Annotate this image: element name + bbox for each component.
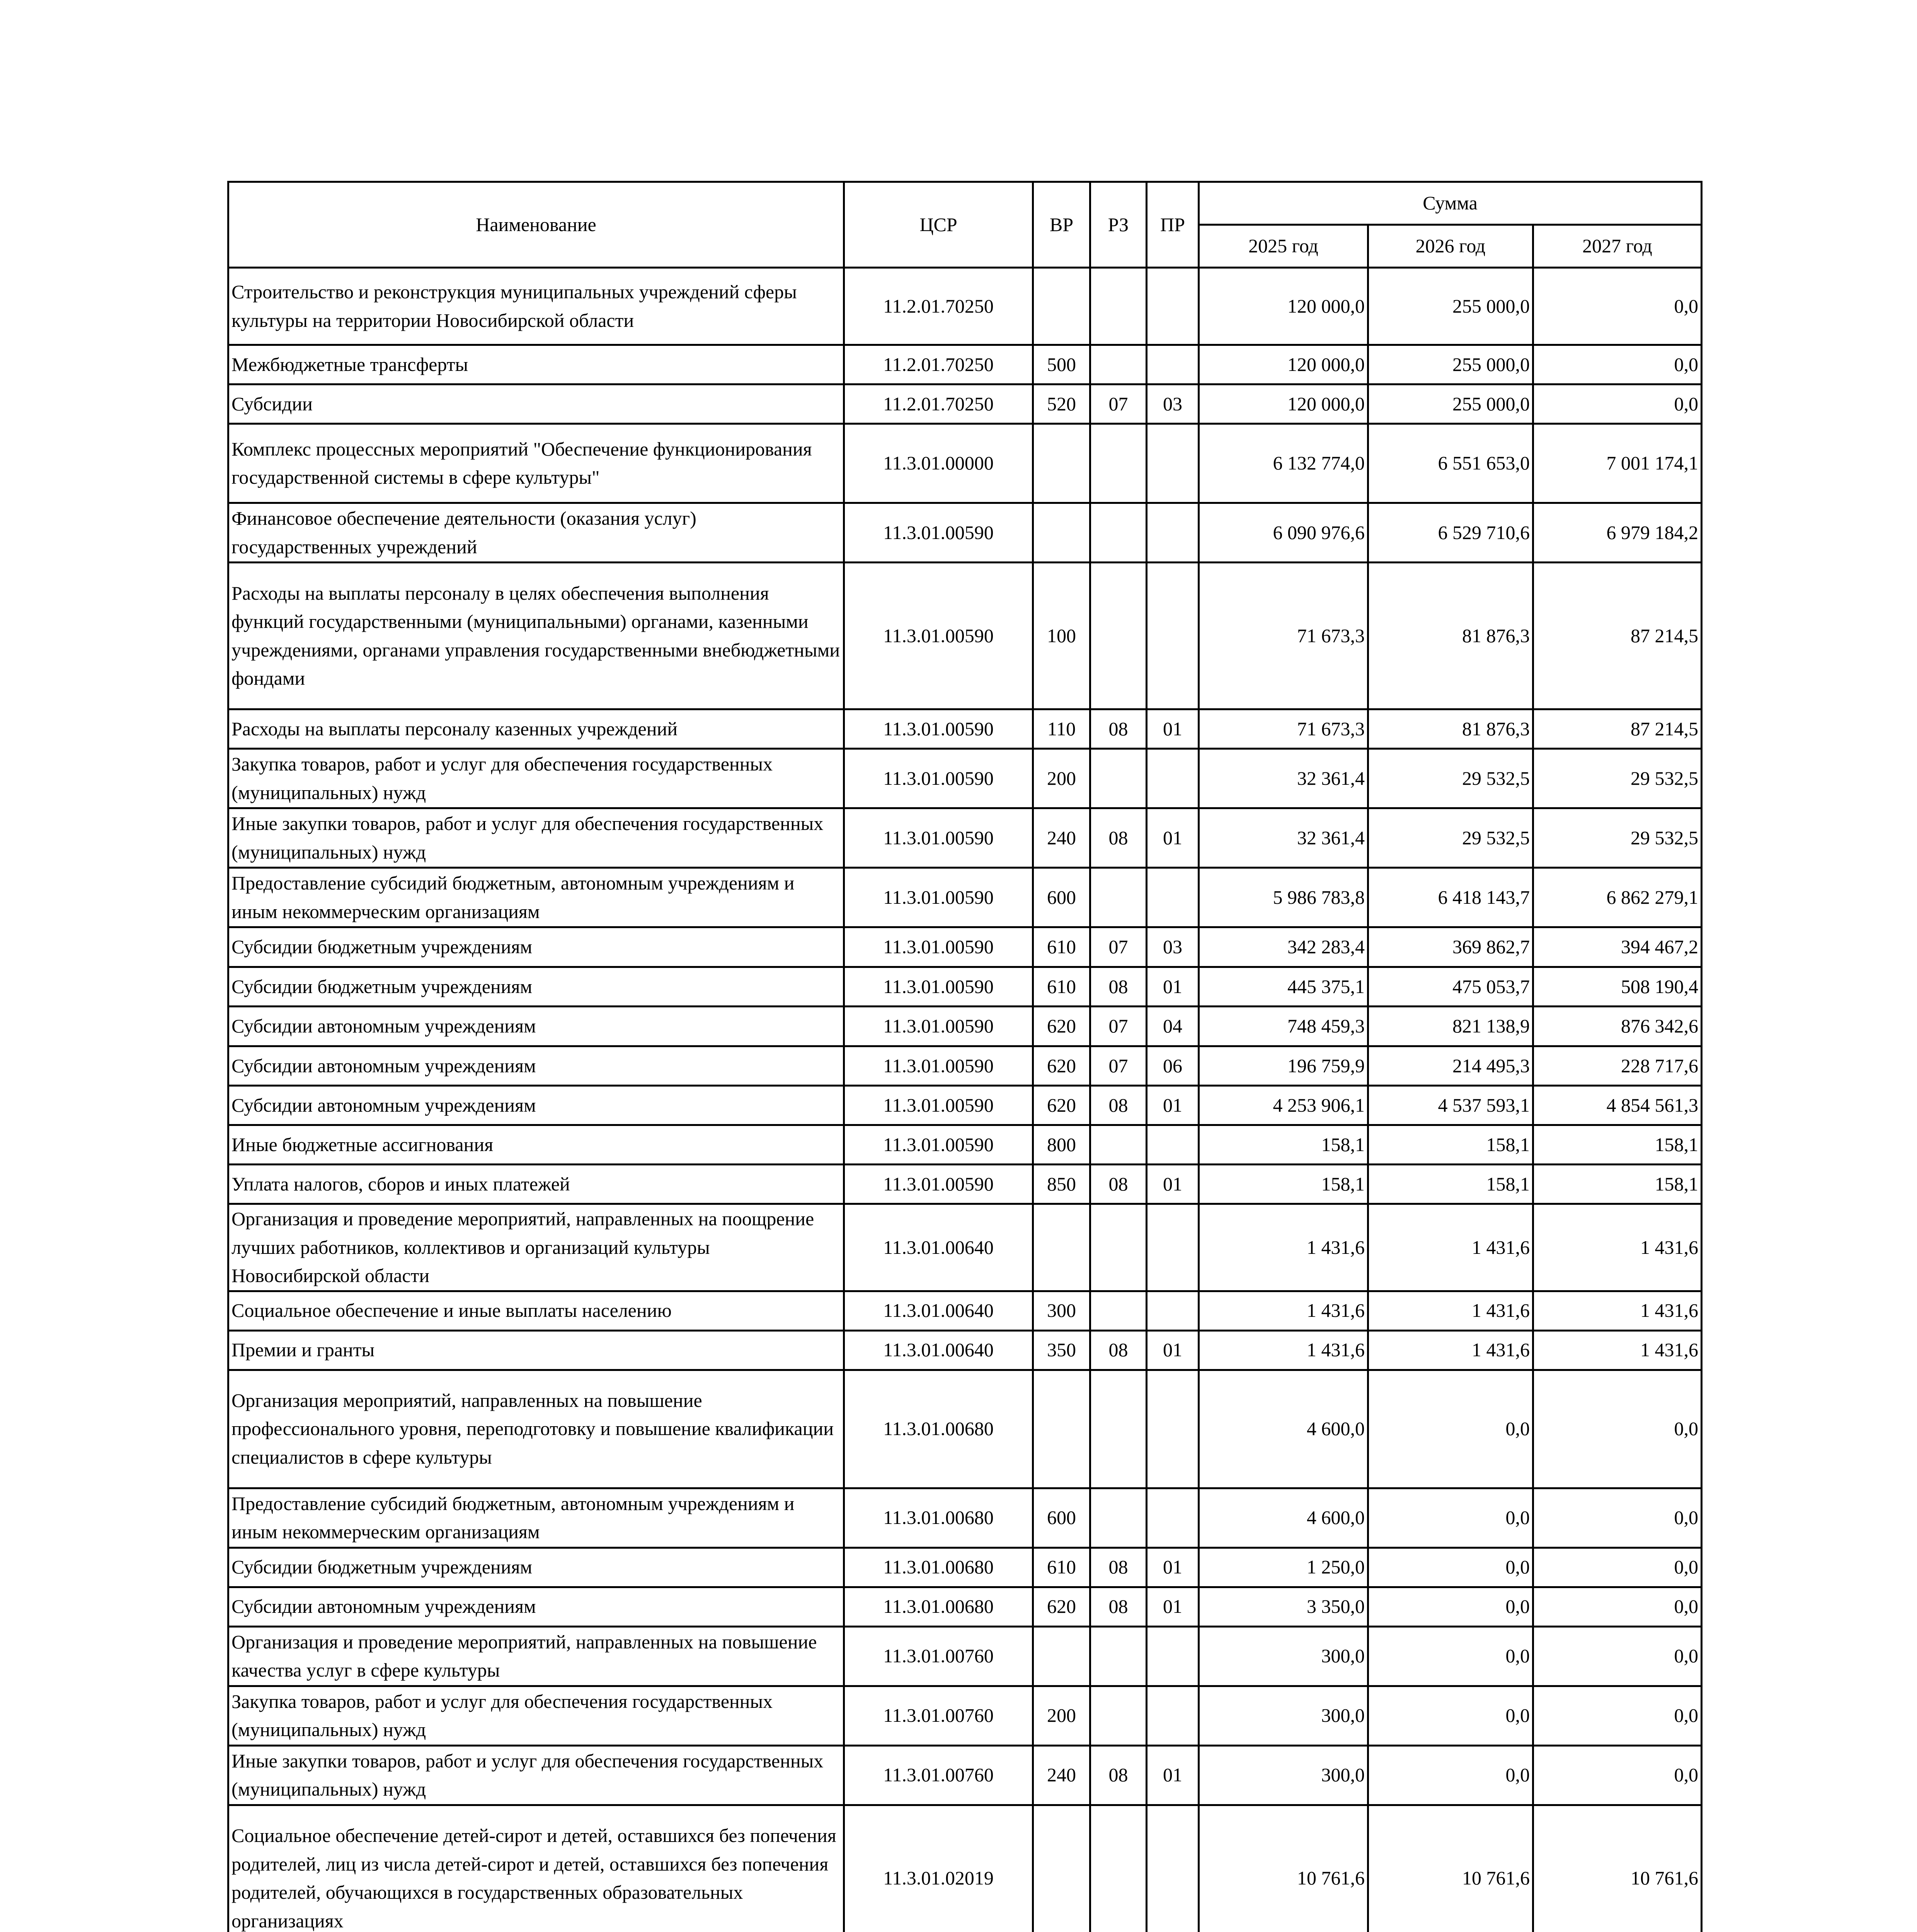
cell-rz xyxy=(1090,1686,1147,1745)
cell-sum-2025: 300,0 xyxy=(1199,1686,1368,1745)
cell-sum-2026: 0,0 xyxy=(1368,1488,1533,1548)
cell-vr xyxy=(1033,1370,1090,1488)
cell-sum-2027: 0,0 xyxy=(1533,1488,1702,1548)
cell-rz xyxy=(1090,1626,1147,1686)
header-pr: ПР xyxy=(1147,182,1199,268)
cell-vr: 350 xyxy=(1033,1330,1090,1370)
cell-name: Иные бюджетные ассигнования xyxy=(228,1125,844,1165)
cell-csr: 11.3.01.00590 xyxy=(844,749,1033,808)
cell-sum-2025: 158,1 xyxy=(1199,1125,1368,1165)
cell-csr: 11.2.01.70250 xyxy=(844,268,1033,345)
cell-sum-2027: 1 431,6 xyxy=(1533,1204,1702,1291)
cell-pr: 01 xyxy=(1147,1548,1199,1587)
cell-name: Субсидии бюджетным учреждениям xyxy=(228,967,844,1007)
cell-rz: 08 xyxy=(1090,1330,1147,1370)
cell-csr: 11.3.01.00590 xyxy=(844,1165,1033,1204)
table-row xyxy=(228,1046,1702,1086)
cell-sum-2027: 1 431,6 xyxy=(1533,1330,1702,1370)
cell-rz: 07 xyxy=(1090,384,1147,424)
cell-sum-2027: 0,0 xyxy=(1533,1626,1702,1686)
table-row xyxy=(228,1488,1702,1548)
cell-csr: 11.3.01.02019 xyxy=(844,1805,1033,1932)
cell-name: Премии и гранты xyxy=(228,1330,844,1370)
table-row xyxy=(228,1805,1702,1932)
cell-csr: 11.3.01.00760 xyxy=(844,1686,1033,1745)
cell-pr: 03 xyxy=(1147,384,1199,424)
cell-sum-2025: 445 375,1 xyxy=(1199,967,1368,1007)
cell-pr: 03 xyxy=(1147,927,1199,967)
cell-rz: 07 xyxy=(1090,1007,1147,1046)
cell-sum-2027: 0,0 xyxy=(1533,1587,1702,1626)
cell-csr: 11.3.01.00590 xyxy=(844,563,1033,709)
cell-sum-2025: 5 986 783,8 xyxy=(1199,868,1368,927)
cell-sum-2025: 71 673,3 xyxy=(1199,709,1368,749)
table-row xyxy=(228,749,1702,808)
cell-pr xyxy=(1147,1626,1199,1686)
cell-sum-2025: 196 759,9 xyxy=(1199,1046,1368,1086)
cell-pr xyxy=(1147,503,1199,563)
cell-sum-2025: 300,0 xyxy=(1199,1626,1368,1686)
cell-pr xyxy=(1147,749,1199,808)
table-row xyxy=(228,1007,1702,1046)
cell-sum-2027: 29 532,5 xyxy=(1533,749,1702,808)
cell-pr: 01 xyxy=(1147,1165,1199,1204)
cell-name: Предоставление субсидий бюджетным, автономным учреждениям и иным некоммерческим организациям xyxy=(228,868,844,927)
cell-vr: 300 xyxy=(1033,1291,1090,1330)
header-sum: Сумма xyxy=(1199,182,1702,225)
cell-rz xyxy=(1090,1204,1147,1291)
cell-pr xyxy=(1147,1488,1199,1548)
cell-sum-2025: 120 000,0 xyxy=(1199,268,1368,345)
cell-rz xyxy=(1090,868,1147,927)
cell-sum-2027: 1 431,6 xyxy=(1533,1291,1702,1330)
cell-name: Расходы на выплаты персоналу в целях обеспечения выполнения функций государственными (муниципальными) органами, казенными учреждениями, органами управления государственными внебюджетными фондами xyxy=(228,563,844,709)
cell-vr: 620 xyxy=(1033,1046,1090,1086)
cell-vr: 620 xyxy=(1033,1587,1090,1626)
cell-vr: 240 xyxy=(1033,1745,1090,1805)
cell-pr xyxy=(1147,345,1199,384)
table-row xyxy=(228,384,1702,424)
cell-pr: 01 xyxy=(1147,967,1199,1007)
cell-sum-2027: 4 854 561,3 xyxy=(1533,1086,1702,1125)
cell-pr xyxy=(1147,868,1199,927)
table-row xyxy=(228,927,1702,967)
table-row xyxy=(228,967,1702,1007)
cell-sum-2025: 4 600,0 xyxy=(1199,1488,1368,1548)
cell-csr: 11.3.01.00640 xyxy=(844,1291,1033,1330)
header-rz: РЗ xyxy=(1090,182,1147,268)
table-row xyxy=(228,345,1702,384)
cell-rz: 08 xyxy=(1090,808,1147,868)
table-row xyxy=(228,1330,1702,1370)
cell-sum-2027: 10 761,6 xyxy=(1533,1805,1702,1932)
cell-pr xyxy=(1147,1291,1199,1330)
cell-sum-2025: 71 673,3 xyxy=(1199,563,1368,709)
cell-pr: 01 xyxy=(1147,1330,1199,1370)
cell-name: Уплата налогов, сборов и иных платежей xyxy=(228,1165,844,1204)
table-row xyxy=(228,1587,1702,1626)
cell-rz xyxy=(1090,1805,1147,1932)
cell-sum-2026: 0,0 xyxy=(1368,1548,1533,1587)
cell-vr: 610 xyxy=(1033,1548,1090,1587)
cell-vr: 610 xyxy=(1033,967,1090,1007)
cell-name: Иные закупки товаров, работ и услуг для обеспечения государственных (муниципальных) нужд xyxy=(228,1745,844,1805)
cell-pr xyxy=(1147,1686,1199,1745)
cell-name: Закупка товаров, работ и услуг для обеспечения государственных (муниципальных) нужд xyxy=(228,1686,844,1745)
cell-pr xyxy=(1147,268,1199,345)
header-year-2026: 2026 год xyxy=(1368,225,1533,268)
cell-rz: 08 xyxy=(1090,709,1147,749)
cell-name: Субсидии xyxy=(228,384,844,424)
cell-vr: 600 xyxy=(1033,1488,1090,1548)
table-row xyxy=(228,503,1702,563)
cell-sum-2026: 1 431,6 xyxy=(1368,1330,1533,1370)
cell-vr: 610 xyxy=(1033,927,1090,967)
cell-rz: 07 xyxy=(1090,1046,1147,1086)
table-row xyxy=(228,1086,1702,1125)
cell-csr: 11.3.01.00680 xyxy=(844,1370,1033,1488)
cell-sum-2026: 0,0 xyxy=(1368,1626,1533,1686)
cell-pr xyxy=(1147,1204,1199,1291)
cell-pr: 06 xyxy=(1147,1046,1199,1086)
cell-csr: 11.3.01.00000 xyxy=(844,424,1033,503)
cell-sum-2026: 821 138,9 xyxy=(1368,1007,1533,1046)
cell-sum-2026: 81 876,3 xyxy=(1368,563,1533,709)
cell-csr: 11.3.01.00590 xyxy=(844,1125,1033,1165)
cell-vr: 600 xyxy=(1033,868,1090,927)
cell-name: Субсидии автономным учреждениям xyxy=(228,1086,844,1125)
table-row xyxy=(228,1291,1702,1330)
cell-sum-2027: 394 467,2 xyxy=(1533,927,1702,967)
cell-sum-2027: 0,0 xyxy=(1533,268,1702,345)
cell-sum-2026: 0,0 xyxy=(1368,1370,1533,1488)
cell-name: Иные закупки товаров, работ и услуг для обеспечения государственных (муниципальных) нужд xyxy=(228,808,844,868)
cell-pr xyxy=(1147,563,1199,709)
cell-vr: 850 xyxy=(1033,1165,1090,1204)
cell-sum-2026: 0,0 xyxy=(1368,1686,1533,1745)
cell-vr xyxy=(1033,1805,1090,1932)
cell-name: Субсидии автономным учреждениям xyxy=(228,1046,844,1086)
cell-sum-2025: 120 000,0 xyxy=(1199,384,1368,424)
cell-name: Субсидии бюджетным учреждениям xyxy=(228,1548,844,1587)
cell-rz xyxy=(1090,1291,1147,1330)
cell-pr xyxy=(1147,1805,1199,1932)
cell-csr: 11.3.01.00680 xyxy=(844,1488,1033,1548)
cell-sum-2027: 87 214,5 xyxy=(1533,563,1702,709)
cell-rz: 08 xyxy=(1090,967,1147,1007)
cell-sum-2026: 255 000,0 xyxy=(1368,268,1533,345)
cell-pr: 01 xyxy=(1147,709,1199,749)
table-row xyxy=(228,1165,1702,1204)
cell-sum-2027: 0,0 xyxy=(1533,1686,1702,1745)
cell-rz xyxy=(1090,1370,1147,1488)
cell-csr: 11.3.01.00590 xyxy=(844,967,1033,1007)
cell-sum-2026: 6 551 653,0 xyxy=(1368,424,1533,503)
cell-name: Социальное обеспечение и иные выплаты населению xyxy=(228,1291,844,1330)
cell-sum-2026: 158,1 xyxy=(1368,1125,1533,1165)
cell-sum-2026: 1 431,6 xyxy=(1368,1291,1533,1330)
cell-csr: 11.3.01.00680 xyxy=(844,1587,1033,1626)
cell-sum-2027: 508 190,4 xyxy=(1533,967,1702,1007)
cell-vr: 100 xyxy=(1033,563,1090,709)
cell-name: Межбюджетные трансферты xyxy=(228,345,844,384)
table-row xyxy=(228,563,1702,709)
cell-name: Комплекс процессных мероприятий "Обеспечение функционирования государственной системы в сфере культуры" xyxy=(228,424,844,503)
cell-sum-2027: 0,0 xyxy=(1533,384,1702,424)
header-name: Наименование xyxy=(228,182,844,268)
cell-rz: 07 xyxy=(1090,927,1147,967)
cell-name: Финансовое обеспечение деятельности (оказания услуг) государственных учреждений xyxy=(228,503,844,563)
cell-sum-2027: 0,0 xyxy=(1533,1745,1702,1805)
cell-sum-2027: 228 717,6 xyxy=(1533,1046,1702,1086)
cell-csr: 11.3.01.00590 xyxy=(844,808,1033,868)
cell-sum-2025: 3 350,0 xyxy=(1199,1587,1368,1626)
cell-sum-2026: 6 529 710,6 xyxy=(1368,503,1533,563)
cell-sum-2026: 0,0 xyxy=(1368,1587,1533,1626)
cell-rz xyxy=(1090,503,1147,563)
cell-rz: 08 xyxy=(1090,1587,1147,1626)
cell-rz xyxy=(1090,1488,1147,1548)
cell-csr: 11.3.01.00680 xyxy=(844,1548,1033,1587)
cell-sum-2025: 120 000,0 xyxy=(1199,345,1368,384)
cell-sum-2026: 81 876,3 xyxy=(1368,709,1533,749)
cell-sum-2027: 7 001 174,1 xyxy=(1533,424,1702,503)
cell-sum-2025: 32 361,4 xyxy=(1199,749,1368,808)
cell-pr: 01 xyxy=(1147,808,1199,868)
table-row xyxy=(228,1626,1702,1686)
cell-name: Расходы на выплаты персоналу казенных учреждений xyxy=(228,709,844,749)
cell-name: Организация и проведение мероприятий, направленных на повышение качества услуг в сфере культуры xyxy=(228,1626,844,1686)
cell-csr: 11.3.01.00590 xyxy=(844,709,1033,749)
cell-sum-2026: 255 000,0 xyxy=(1368,384,1533,424)
cell-sum-2027: 6 979 184,2 xyxy=(1533,503,1702,563)
cell-csr: 11.3.01.00590 xyxy=(844,503,1033,563)
header-vr: ВР xyxy=(1033,182,1090,268)
cell-sum-2025: 4 600,0 xyxy=(1199,1370,1368,1488)
cell-sum-2027: 158,1 xyxy=(1533,1125,1702,1165)
cell-vr xyxy=(1033,1204,1090,1291)
cell-vr xyxy=(1033,503,1090,563)
cell-vr: 800 xyxy=(1033,1125,1090,1165)
cell-sum-2025: 1 431,6 xyxy=(1199,1291,1368,1330)
cell-sum-2025: 1 431,6 xyxy=(1199,1204,1368,1291)
cell-rz: 08 xyxy=(1090,1548,1147,1587)
cell-csr: 11.2.01.70250 xyxy=(844,345,1033,384)
cell-sum-2027: 87 214,5 xyxy=(1533,709,1702,749)
cell-rz xyxy=(1090,749,1147,808)
cell-csr: 11.3.01.00640 xyxy=(844,1204,1033,1291)
header-year-2027: 2027 год xyxy=(1533,225,1702,268)
cell-csr: 11.3.01.00760 xyxy=(844,1745,1033,1805)
cell-vr: 500 xyxy=(1033,345,1090,384)
table-body xyxy=(228,268,1702,1932)
cell-csr: 11.3.01.00590 xyxy=(844,927,1033,967)
cell-sum-2026: 475 053,7 xyxy=(1368,967,1533,1007)
table-row xyxy=(228,1686,1702,1745)
cell-sum-2026: 29 532,5 xyxy=(1368,808,1533,868)
cell-pr xyxy=(1147,424,1199,503)
cell-sum-2027: 158,1 xyxy=(1533,1165,1702,1204)
table-row xyxy=(228,268,1702,345)
cell-sum-2025: 6 090 976,6 xyxy=(1199,503,1368,563)
cell-sum-2025: 158,1 xyxy=(1199,1165,1368,1204)
table-row xyxy=(228,424,1702,503)
cell-rz: 08 xyxy=(1090,1745,1147,1805)
cell-rz xyxy=(1090,1125,1147,1165)
header-csr: ЦСР xyxy=(844,182,1033,268)
cell-sum-2027: 0,0 xyxy=(1533,345,1702,384)
cell-pr: 01 xyxy=(1147,1745,1199,1805)
cell-sum-2025: 32 361,4 xyxy=(1199,808,1368,868)
cell-csr: 11.3.01.00590 xyxy=(844,1086,1033,1125)
cell-pr xyxy=(1147,1125,1199,1165)
cell-pr: 04 xyxy=(1147,1007,1199,1046)
cell-name: Закупка товаров, работ и услуг для обеспечения государственных (муниципальных) нужд xyxy=(228,749,844,808)
table-row xyxy=(228,1548,1702,1587)
cell-rz xyxy=(1090,268,1147,345)
cell-sum-2026: 0,0 xyxy=(1368,1745,1533,1805)
cell-sum-2025: 10 761,6 xyxy=(1199,1805,1368,1932)
cell-sum-2025: 1 250,0 xyxy=(1199,1548,1368,1587)
cell-name: Субсидии автономным учреждениям xyxy=(228,1007,844,1046)
table-row xyxy=(228,1125,1702,1165)
cell-name: Организация и проведение мероприятий, направленных на поощрение лучших работников, коллективов и организаций культуры Новосибирской области xyxy=(228,1204,844,1291)
cell-sum-2025: 4 253 906,1 xyxy=(1199,1086,1368,1125)
table-row xyxy=(228,1745,1702,1805)
cell-sum-2026: 29 532,5 xyxy=(1368,749,1533,808)
table-row xyxy=(228,1370,1702,1488)
cell-csr: 11.3.01.00590 xyxy=(844,1046,1033,1086)
cell-csr: 11.3.01.00590 xyxy=(844,868,1033,927)
table-row xyxy=(228,1204,1702,1291)
cell-vr xyxy=(1033,268,1090,345)
cell-sum-2025: 342 283,4 xyxy=(1199,927,1368,967)
cell-sum-2026: 1 431,6 xyxy=(1368,1204,1533,1291)
cell-name: Социальное обеспечение детей-сирот и детей, оставшихся без попечения родителей, лиц из числа детей-сирот и детей, оставшихся без попечения родителей, обучающихся в государственных образовательных организациях xyxy=(228,1805,844,1932)
cell-sum-2025: 748 459,3 xyxy=(1199,1007,1368,1046)
table-row xyxy=(228,709,1702,749)
cell-sum-2026: 10 761,6 xyxy=(1368,1805,1533,1932)
cell-csr: 11.2.01.70250 xyxy=(844,384,1033,424)
cell-sum-2025: 1 431,6 xyxy=(1199,1330,1368,1370)
cell-sum-2025: 300,0 xyxy=(1199,1745,1368,1805)
cell-sum-2027: 0,0 xyxy=(1533,1370,1702,1488)
cell-vr xyxy=(1033,424,1090,503)
cell-rz xyxy=(1090,345,1147,384)
cell-vr: 620 xyxy=(1033,1086,1090,1125)
cell-sum-2026: 4 537 593,1 xyxy=(1368,1086,1533,1125)
cell-sum-2026: 214 495,3 xyxy=(1368,1046,1533,1086)
cell-name: Субсидии бюджетным учреждениям xyxy=(228,927,844,967)
cell-rz: 08 xyxy=(1090,1086,1147,1125)
cell-sum-2026: 255 000,0 xyxy=(1368,345,1533,384)
cell-sum-2027: 29 532,5 xyxy=(1533,808,1702,868)
cell-rz: 08 xyxy=(1090,1165,1147,1204)
header-year-2025: 2025 год xyxy=(1199,225,1368,268)
cell-csr: 11.3.01.00640 xyxy=(844,1330,1033,1370)
cell-sum-2026: 369 862,7 xyxy=(1368,927,1533,967)
cell-sum-2027: 6 862 279,1 xyxy=(1533,868,1702,927)
cell-vr: 200 xyxy=(1033,1686,1090,1745)
table-row xyxy=(228,808,1702,868)
cell-vr xyxy=(1033,1626,1090,1686)
cell-sum-2026: 6 418 143,7 xyxy=(1368,868,1533,927)
cell-vr: 240 xyxy=(1033,808,1090,868)
cell-vr: 520 xyxy=(1033,384,1090,424)
cell-vr: 200 xyxy=(1033,749,1090,808)
cell-vr: 110 xyxy=(1033,709,1090,749)
cell-csr: 11.3.01.00760 xyxy=(844,1626,1033,1686)
cell-sum-2027: 876 342,6 xyxy=(1533,1007,1702,1046)
cell-name: Субсидии автономным учреждениям xyxy=(228,1587,844,1626)
cell-pr: 01 xyxy=(1147,1587,1199,1626)
cell-pr xyxy=(1147,1370,1199,1488)
table-row xyxy=(228,868,1702,927)
cell-csr: 11.3.01.00590 xyxy=(844,1007,1033,1046)
cell-sum-2026: 158,1 xyxy=(1368,1165,1533,1204)
cell-sum-2025: 6 132 774,0 xyxy=(1199,424,1368,503)
budget-table xyxy=(227,181,1702,1932)
cell-name: Предоставление субсидий бюджетным, автономным учреждениям и иным некоммерческим организациям xyxy=(228,1488,844,1548)
cell-rz xyxy=(1090,424,1147,503)
cell-name: Организация мероприятий, направленных на повышение профессионального уровня, переподготовку и повышение квалификации специалистов в сфере культуры xyxy=(228,1370,844,1488)
cell-name: Строительство и реконструкция муниципальных учреждений сферы культуры на территории Новосибирской области xyxy=(228,268,844,345)
cell-sum-2027: 0,0 xyxy=(1533,1548,1702,1587)
cell-pr: 01 xyxy=(1147,1086,1199,1125)
cell-rz xyxy=(1090,563,1147,709)
cell-vr: 620 xyxy=(1033,1007,1090,1046)
